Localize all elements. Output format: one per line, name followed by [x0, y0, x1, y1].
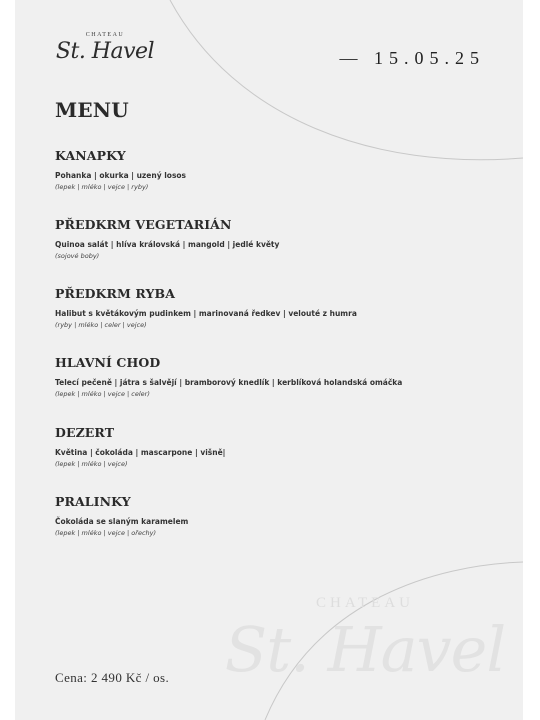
section-dezert [55, 425, 225, 468]
section-title: PŘEDKRM VEGETARIÁN [55, 217, 232, 232]
section-title: PŘEDKRM RYBA [55, 286, 175, 301]
section-items: Quinoa salát | hlíva královská | mangold | jedlé květy [55, 240, 280, 249]
section-title: KANAPKY [55, 148, 126, 163]
section-title: HLAVNÍ CHOD [55, 355, 161, 370]
section-items: Květina | čokoláda | mascarpone | višně| [55, 448, 226, 457]
chateau-logo [55, 32, 155, 72]
menu-price: Cena: 2 490 Kč / os. [55, 670, 170, 685]
watermark-logo [215, 595, 515, 705]
section-hlavni-chod [55, 355, 402, 398]
logo-script-text: St. Havel [55, 39, 155, 64]
section-items: Pohanka | okurka | uzený losos [55, 171, 187, 180]
section-allergens: (lepek | mléko | vejce | ryby) [55, 183, 149, 191]
section-allergens: (lepek | mléko | vejce) [55, 460, 128, 468]
event-date: — 15.05.25 [339, 48, 485, 68]
section-allergens: (sojové boby) [55, 252, 100, 260]
section-predkrm-vegetarian [55, 217, 279, 260]
section-items: Telecí pečeně | játra s šalvějí | bramborový knedlík | kerblíková holandská omáčka [55, 378, 403, 387]
section-title: DEZERT [55, 425, 115, 440]
section-allergens: (ryby | mléko | celer | vejce) [55, 321, 147, 329]
section-predkrm-ryba [55, 286, 357, 329]
logo-top-text: CHATEAU [85, 32, 125, 38]
section-kanapky [55, 148, 186, 191]
section-allergens: (lepek | mléko | vejce | ořechy) [55, 529, 157, 537]
section-allergens: (lepek | mléko | vejce | celer) [55, 390, 150, 398]
section-title: PRALINKY [55, 494, 131, 509]
watermark-logo-script: St. Havel [224, 613, 506, 686]
section-items: Halibut s květákovým pudinkem | marinovaná ředkev | velouté z humra [55, 309, 357, 318]
section-items: Čokoláda se slaným karamelem [55, 517, 189, 526]
menu-title: MENU [55, 98, 129, 122]
section-pralinky [55, 494, 188, 537]
menu-card [15, 0, 523, 720]
watermark-logo-top: CHATEAU [316, 595, 414, 611]
